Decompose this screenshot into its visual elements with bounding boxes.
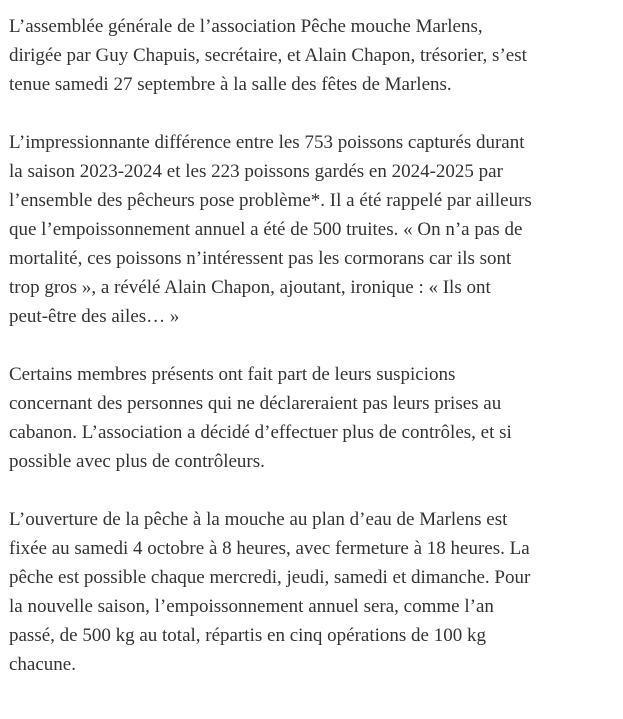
article-body xyxy=(9,12,615,679)
text-line: pêche est possible chaque mercredi, jeudi, samedi et dimanche. Pour xyxy=(9,567,531,588)
text-line: chacune. xyxy=(9,654,76,675)
paragraph-3 xyxy=(9,360,615,476)
text-line: l’ensemble des pêcheurs pose problème*. Il a été rappelé par ailleurs xyxy=(9,190,532,211)
text-line: passé, de 500 kg au total, répartis en cinq opérations de 100 kg xyxy=(9,625,486,646)
text-line: concernant des personnes qui ne déclareraient pas leurs prises au xyxy=(9,393,502,414)
paragraph-1 xyxy=(9,12,615,99)
text-line: cabanon. L’association a décidé d’effectuer plus de contrôles, et si xyxy=(9,422,512,443)
text-line: L’impressionnante différence entre les 753 poissons capturés durant xyxy=(9,132,525,153)
text-line: L’assemblée générale de l’association Pêche mouche Marlens, xyxy=(9,16,483,37)
text-line: que l’empoissonnement annuel a été de 500 truites. « On n’a pas de xyxy=(9,219,523,240)
paragraph-4 xyxy=(9,505,615,679)
text-line: trop gros », a révélé Alain Chapon, ajoutant, ironique : « Ils ont xyxy=(9,277,491,298)
text-line: possible avec plus de contrôleurs. xyxy=(9,451,265,472)
text-line: la saison 2023-2024 et les 223 poissons gardés en 2024-2025 par xyxy=(9,161,503,182)
paragraph-2 xyxy=(9,128,615,331)
text-line: dirigée par Guy Chapuis, secrétaire, et Alain Chapon, trésorier, s’est xyxy=(9,45,527,66)
text-line: Certains membres présents ont fait part de leurs suspicions xyxy=(9,364,456,385)
text-line: tenue samedi 27 septembre à la salle des fêtes de Marlens. xyxy=(9,74,452,95)
text-line: mortalité, ces poissons n’intéressent pas les cormorans car ils sont xyxy=(9,248,512,269)
text-line: la nouvelle saison, l’empoissonnement annuel sera, comme l’an xyxy=(9,596,494,617)
text-line: fixée au samedi 4 octobre à 8 heures, avec fermeture à 18 heures. La xyxy=(9,538,530,559)
text-line: L’ouverture de la pêche à la mouche au plan d’eau de Marlens est xyxy=(9,509,508,530)
text-line: peut-être des ailes… » xyxy=(9,306,180,327)
